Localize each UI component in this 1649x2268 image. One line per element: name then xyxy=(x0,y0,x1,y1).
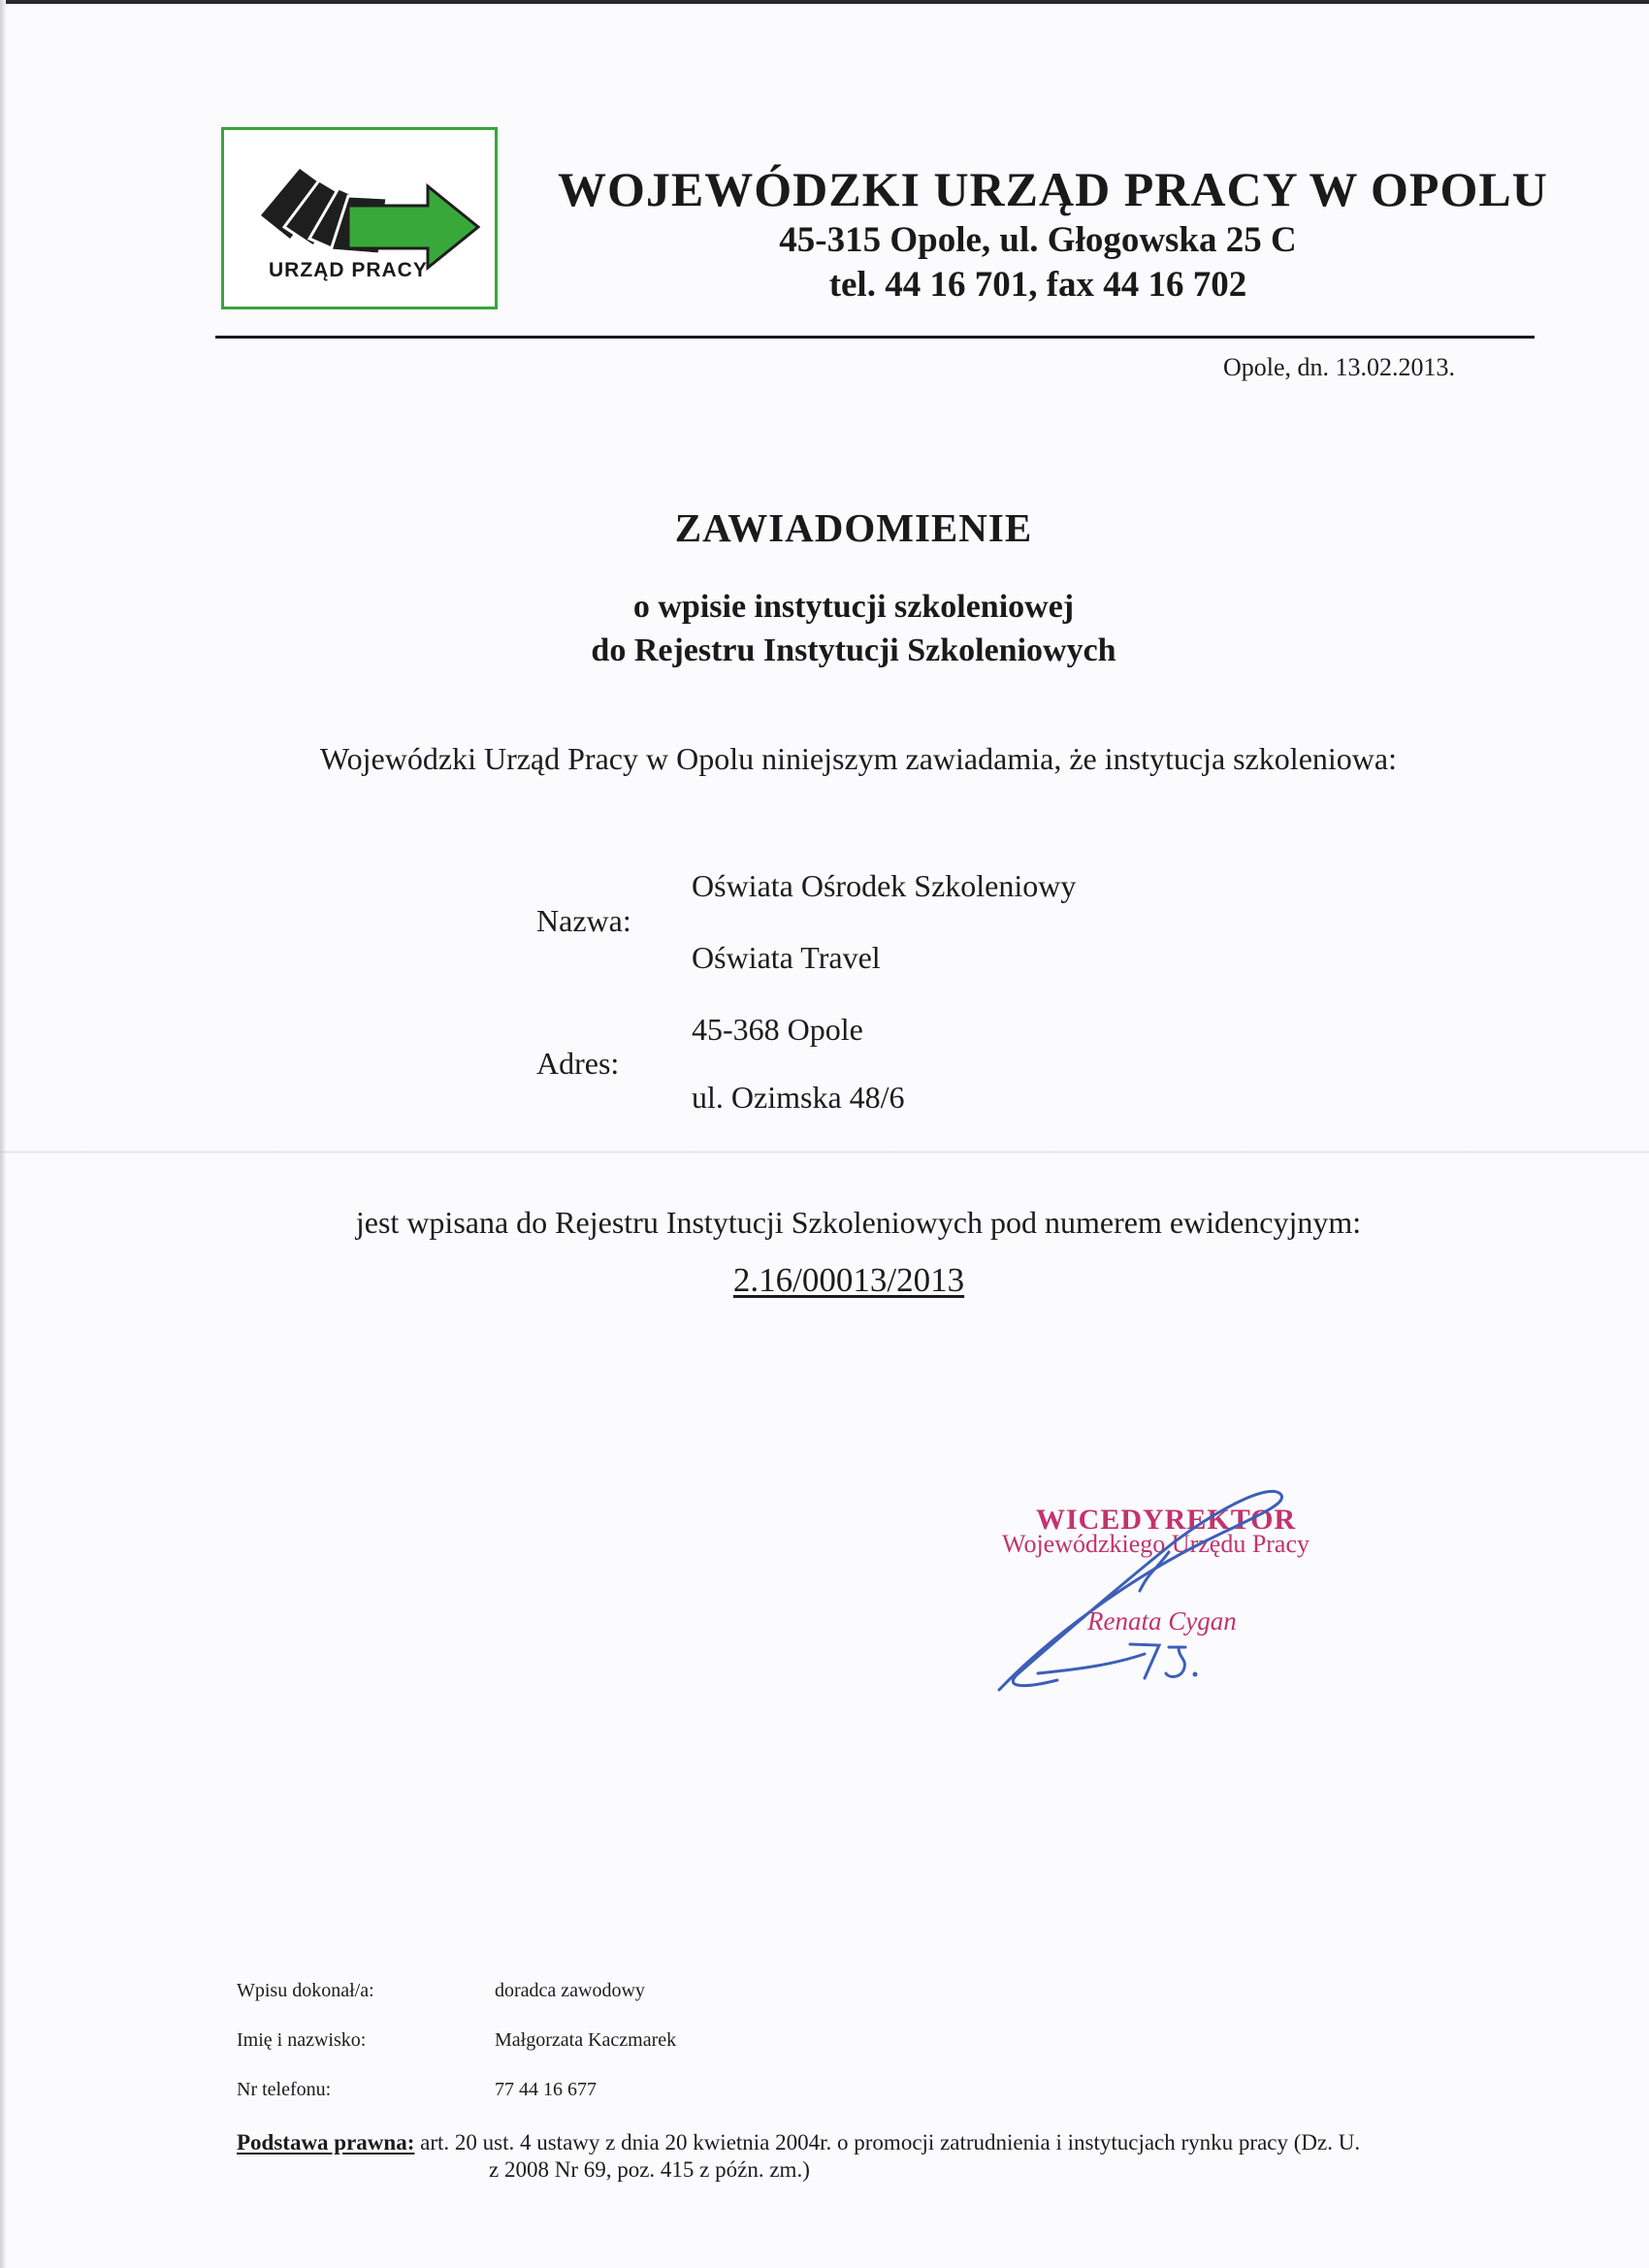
organization-phone: tel. 44 16 701, fax 44 16 702 xyxy=(828,265,1247,305)
document-title: ZAWIADOMIENIE xyxy=(674,505,1033,550)
scan-left-edge xyxy=(0,0,6,2268)
institution-name-line2: Oświata Travel xyxy=(692,940,881,975)
entered-by-label: Wpisu dokonał/a: xyxy=(237,1980,374,2001)
handwritten-signature xyxy=(980,1474,1319,1707)
legal-basis-line1: art. 20 ust. 4 ustawy z dnia 20 kwietnia 2004r. o promocji zatrudnienia i instytucjach rynku pracy (Dz. U. xyxy=(420,2130,1361,2155)
cards-arrow-logo-icon xyxy=(224,130,501,312)
phone-number-label: Nr telefonu: xyxy=(237,2079,332,2100)
intro-text: Wojewódzki Urząd Pracy w Opolu niniejszym zawiadamia, że instytucja szkoleniowa: xyxy=(320,741,1397,776)
stamp-title: WICEDYREKTOR xyxy=(1036,1504,1297,1536)
institution-address-line1: 45-368 Opole xyxy=(692,1012,863,1047)
document-subtitle-line1: o wpisie instytucji szkoleniowej xyxy=(632,589,1075,625)
scan-top-edge xyxy=(0,0,1649,4)
person-name-label: Imię i nazwisko: xyxy=(237,2029,367,2051)
urzad-pracy-logo xyxy=(221,127,498,309)
legal-basis xyxy=(237,2129,1498,2184)
registry-number-value: 2.16/00013/2013 xyxy=(732,1261,965,1299)
paper-fold-line xyxy=(0,1150,1649,1153)
organization-name: WOJEWÓDZKI URZĄD PRACY W OPOLU xyxy=(558,162,1548,216)
institution-address-line2: ul. Ozimska 48/6 xyxy=(692,1080,905,1115)
legal-basis-label: Podstawa prawna: xyxy=(237,2130,415,2155)
address-label: Adres: xyxy=(536,1046,620,1081)
registry-number xyxy=(582,1261,1116,1300)
name-label: Nazwa: xyxy=(536,903,631,938)
phone-number-value: 77 44 16 677 xyxy=(495,2079,597,2100)
institution-name-line1: Oświata Ośrodek Szkoleniowy xyxy=(692,868,1077,903)
organization-address: 45-315 Opole, ul. Głogowska 25 C xyxy=(779,220,1297,260)
registry-text: jest wpisana do Rejestru Instytucji Szkoleniowych pod numerem ewidencyjnym: xyxy=(355,1205,1362,1240)
document-subtitle-line2: do Rejestru Instytucji Szkoleniowych xyxy=(591,632,1116,668)
person-name-value: Małgorzata Kaczmarek xyxy=(495,2029,677,2051)
logo-text: URZĄD PRACY xyxy=(269,259,428,281)
document-date: Opole, dn. 13.02.2013. xyxy=(1222,353,1455,381)
entered-by-value: doradca zawodowy xyxy=(495,1980,645,2001)
stamp-subtitle: Wojewódzkiego Urzędu Pracy xyxy=(1002,1530,1310,1558)
stamp-name: Renata Cygan xyxy=(1087,1606,1237,1636)
header-divider xyxy=(215,336,1535,339)
legal-basis-line2: z 2008 Nr 69, poz. 415 z późn. zm.) xyxy=(489,2157,810,2182)
